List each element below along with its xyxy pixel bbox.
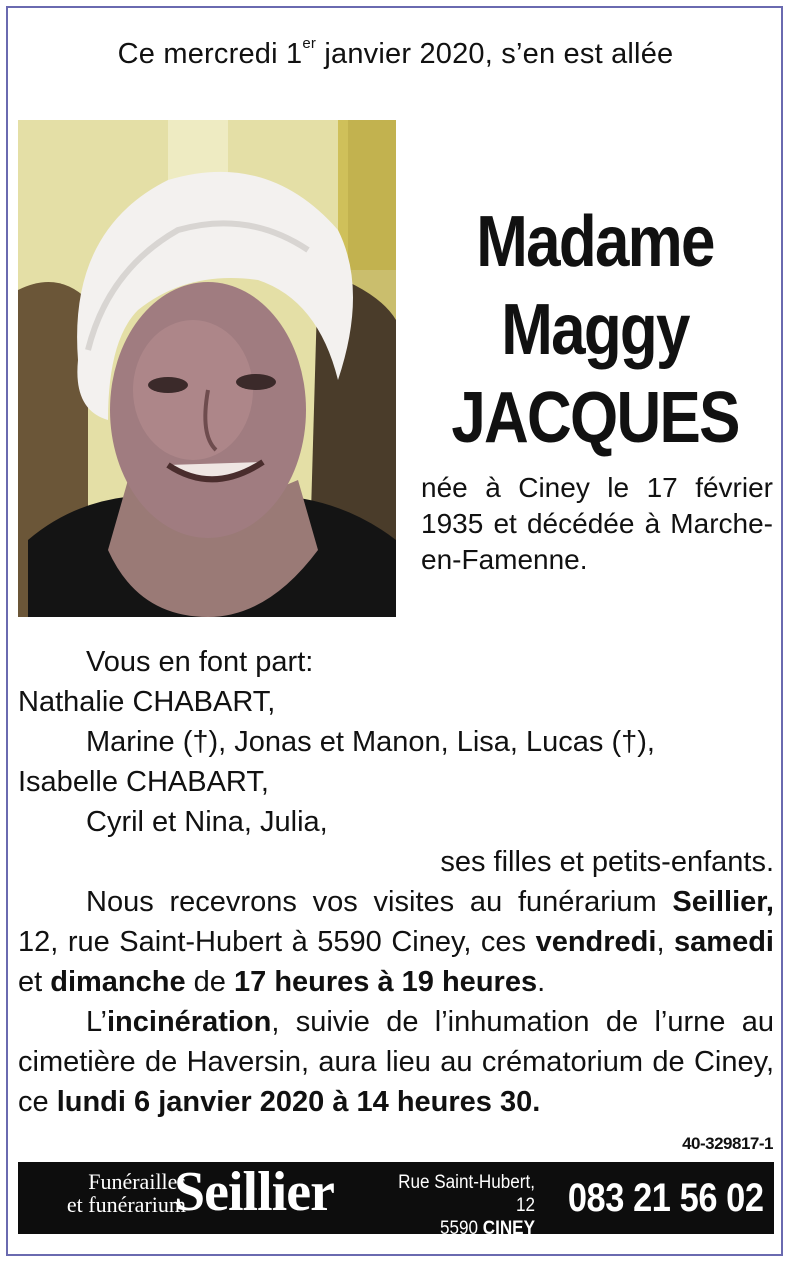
address-street: Rue Saint-Hubert, 12 bbox=[398, 1172, 535, 1216]
deceased-name bbox=[445, 198, 746, 462]
tagline-line-2: et funérarium bbox=[66, 1192, 186, 1217]
intro-text-end: janvier 2020, s’en est allée bbox=[316, 38, 674, 70]
address-city: 5590 CINEY bbox=[439, 1218, 535, 1234]
birth-death-info: née à Ciney le 17 février 1935 et décédée à Marche-en-Famenne. bbox=[421, 472, 773, 575]
funeral-home-tagline bbox=[30, 1170, 186, 1216]
announcement-intro: Vous en font part: bbox=[86, 646, 314, 678]
tagline-line-1: Funérailles bbox=[88, 1169, 186, 1194]
intro-text: Ce mercredi 1 bbox=[117, 38, 303, 70]
family-member-1-children: Marine (†), Jonas et Manon, Lisa, Lucas (†), bbox=[86, 726, 655, 758]
family-member-2: Isabelle CHABART, bbox=[18, 766, 269, 798]
intro-superscript: er bbox=[302, 35, 317, 53]
portrait-illustration bbox=[18, 120, 396, 617]
funeral-home-address bbox=[389, 1171, 535, 1234]
funeral-home-brand: Seillier bbox=[174, 1162, 334, 1223]
family-relation: ses filles et petits-enfants. bbox=[440, 846, 774, 878]
family-member-1: Nathalie CHABART, bbox=[18, 686, 276, 718]
name-first: Maggy bbox=[501, 290, 689, 370]
funeral-home-banner bbox=[18, 1162, 774, 1234]
intro-line bbox=[0, 35, 791, 71]
portrait-photo bbox=[18, 120, 396, 617]
family-member-2-children: Cyril et Nina, Julia, bbox=[86, 806, 328, 838]
name-title: Madame bbox=[476, 202, 714, 282]
funeral-home-phone: 083 21 56 02 bbox=[568, 1176, 764, 1220]
ceremony-paragraph: L’incinération, suivie de l’inhumation de l’urne au cimetière de Haversin, aura lieu au crématorium de Ciney, ce lundi 6 janvier 2020 à 14 heures 30. bbox=[18, 1006, 774, 1118]
reference-number: 40-329817-1 bbox=[682, 1134, 773, 1153]
name-last: JACQUES bbox=[451, 378, 739, 458]
visits-paragraph: Nous recevrons vos visites au funérarium Seillier, 12, rue Saint-Hubert à 5590 Ciney, ces vendredi, samedi et dimanche de 17 heures à 19 heures. bbox=[18, 886, 774, 998]
announcement-body bbox=[18, 642, 774, 1122]
